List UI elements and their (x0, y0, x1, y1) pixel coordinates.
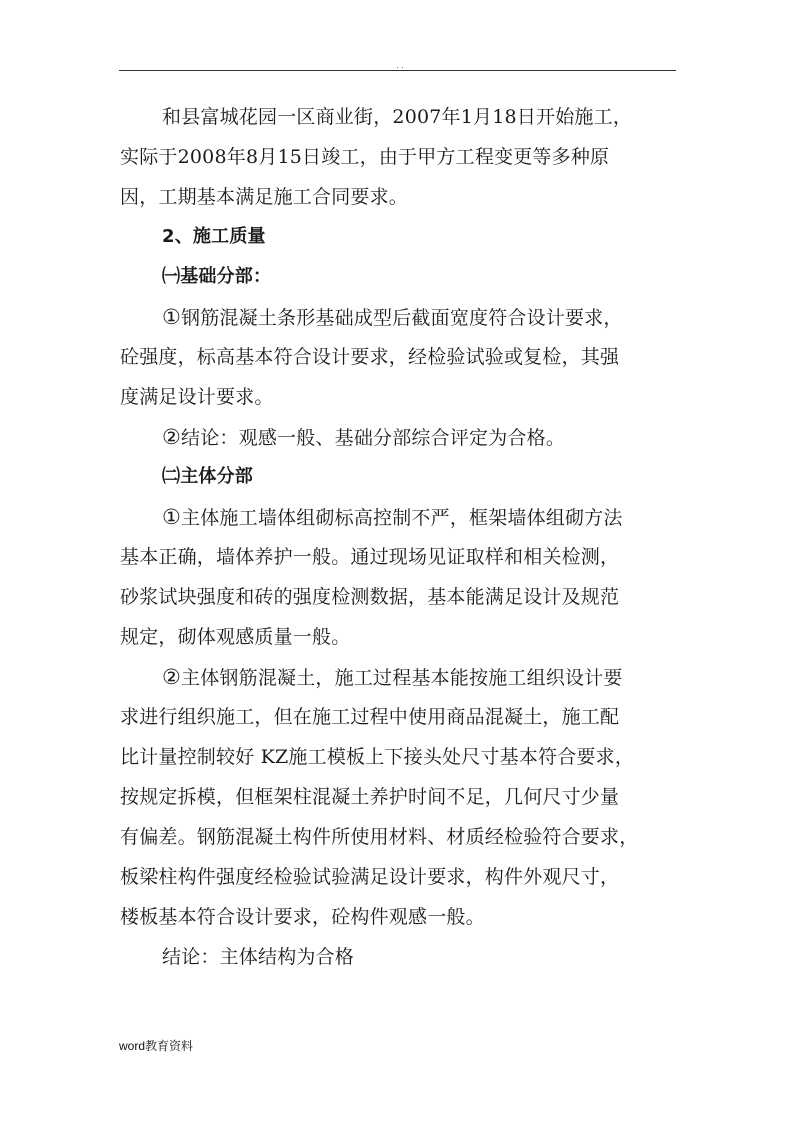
schedule-line-2: 实际于2008年8月15日竣工，由于甲方工程变更等多种原 (120, 146, 610, 168)
circled-number-1: ① (162, 505, 182, 529)
schedule-line-3: 因，工期基本满足施工合同要求。 (120, 186, 409, 208)
main-item-2-line-1 (120, 657, 680, 697)
foundation-item-1-text: 钢筋混凝土条形基础成型后截面宽度符合设计要求， (181, 307, 623, 329)
section-heading-quality: 2、施工质量 (162, 226, 266, 247)
main-item-1-text: 主体施工墙体组砌标高控制不严，框架墙体组砌方法 (181, 507, 623, 529)
main-item-2-line-7: 楼板基本符合设计要求，砼构件观感一般。 (120, 906, 485, 928)
main-item-2-line-2: 求进行组织施工，但在施工过程中使用商品混凝土，施工配 (120, 706, 620, 728)
circled-number-2: ② (162, 425, 182, 449)
main-body-conclusion: 结论：主体结构为合格 (162, 946, 355, 968)
footer-label: word教育资料 (119, 1039, 194, 1053)
circled-number-1: ① (162, 305, 182, 329)
main-item-1-line-4: 规定，砌体观感质量一般。 (120, 626, 351, 648)
circled-number-2: ② (162, 665, 182, 689)
main-item-2-line-4: 按规定拆模，但框架柱混凝土养护时间不足，几何尺寸少量 (120, 786, 620, 808)
schedule-line-1: 和县富城花园一区商业街，2007年1月18日开始施工， (162, 106, 633, 128)
document-body (120, 97, 680, 977)
main-item-1-line-3: 砂浆试块强度和砖的强度检测数据，基本能满足设计及规范 (120, 586, 620, 608)
main-item-2-line-3: 比计量控制较好 KZ施工模板上下接头处尺寸基本符合要求， (120, 746, 635, 768)
main-item-2-line-6: 板梁柱构件强度经检验试验满足设计要求，构件外观尺寸， (120, 866, 620, 888)
main-item-1-line-1 (120, 497, 680, 537)
foundation-item-1-line-2: 砼强度，标高基本符合设计要求，经检验试验或复检，其强 (120, 346, 620, 368)
foundation-conclusion-text: 结论：观感一般、基础分部综合评定为合格。 (181, 427, 566, 449)
foundation-conclusion (120, 417, 680, 457)
foundation-heading: ㈠基础分部： (162, 266, 272, 287)
header-divider (119, 70, 676, 71)
foundation-item-1-line-1 (120, 297, 680, 337)
foundation-item-1-line-3: 度满足设计要求。 (120, 386, 274, 408)
main-item-2-text: 主体钢筋混凝土，施工过程基本能按施工组织设计要 (181, 667, 623, 689)
header-dots: . . (396, 60, 404, 70)
main-item-1-line-2: 基本正确，墙体养护一般。通过现场见证取样和相关检测， (120, 546, 620, 568)
main-body-heading: ㈡主体分部 (162, 466, 253, 487)
main-item-2-line-5: 有偏差。钢筋混凝土构件所使用材料、材质经检验符合要求， (120, 826, 639, 848)
